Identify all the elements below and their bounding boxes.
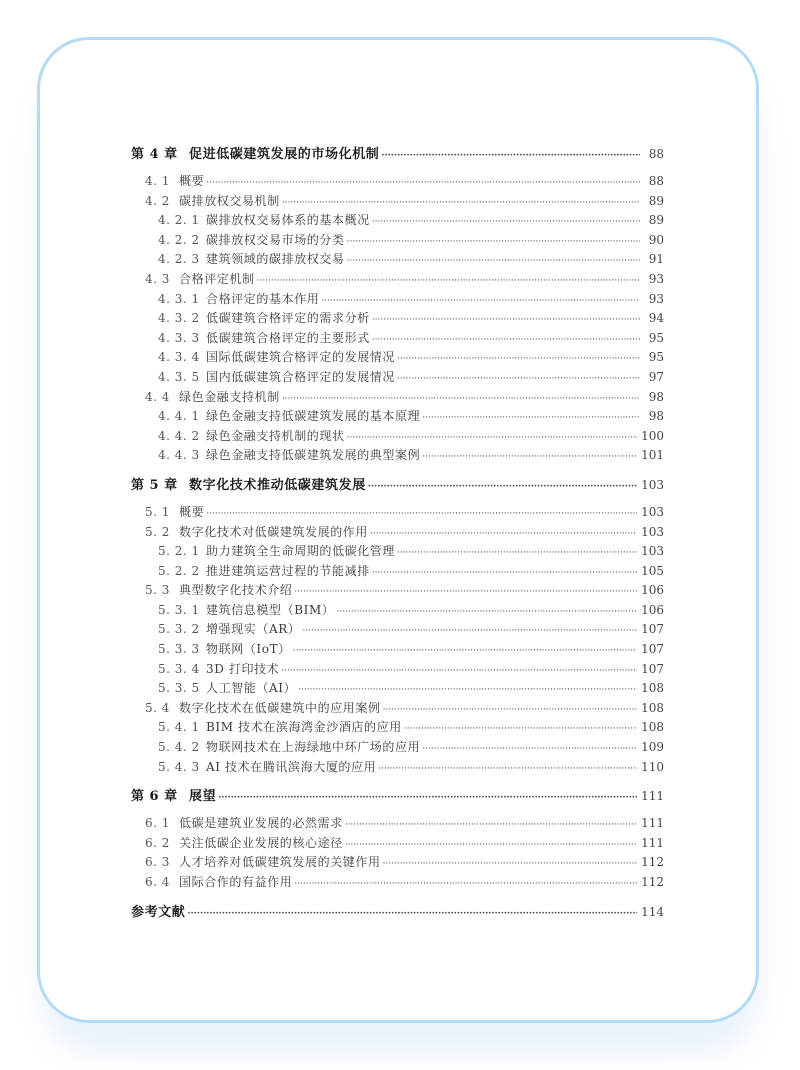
chapter-title: 促进低碳建筑发展的市场化机制 xyxy=(189,147,380,162)
entry-title: 关注低碳企业发展的核心途径 xyxy=(179,835,343,850)
entry-number: 5. 3. 1 xyxy=(158,602,200,617)
leader-dots xyxy=(404,720,637,740)
chapter-number: 第 6 章 xyxy=(131,789,178,805)
toc-entry[interactable] xyxy=(131,679,664,699)
toc-entry[interactable] xyxy=(131,329,664,349)
entry-number: 5. 3. 5 xyxy=(158,681,200,696)
entry-title: 绿色金融支持机制的现状 xyxy=(206,428,345,443)
leader-dots xyxy=(370,525,637,545)
entry-number: 5. 1 xyxy=(145,504,170,519)
entry-number: 4. 1 xyxy=(145,174,170,188)
leader-dots xyxy=(347,252,640,272)
leader-dots xyxy=(347,233,640,253)
page-number: 108 xyxy=(641,720,664,735)
page-number: 88 xyxy=(648,147,664,161)
toc-entry[interactable] xyxy=(131,446,664,466)
entry-title: 国际低碳建筑合格评定的发展情况 xyxy=(206,350,396,365)
entry-title: 建筑领域的碳排放权交易 xyxy=(206,252,345,267)
page-number: 114 xyxy=(641,904,664,919)
entry-title: 合格评定机制 xyxy=(179,271,255,286)
page-number: 90 xyxy=(648,232,664,247)
chapter-4-entries xyxy=(131,172,664,466)
toc-entry[interactable] xyxy=(131,270,664,290)
entry-title: 合格评定的基本作用 xyxy=(206,291,320,306)
entry-number: 4. 2. 2 xyxy=(158,232,200,247)
toc-entry[interactable] xyxy=(131,231,664,251)
page-number: 111 xyxy=(641,835,664,850)
chapter-title: 展望 xyxy=(189,789,217,805)
page-number: 107 xyxy=(641,622,664,637)
leader-dots xyxy=(372,311,640,331)
entry-number: 5. 4. 2 xyxy=(158,740,200,755)
leader-dots xyxy=(397,370,640,390)
page-number: 107 xyxy=(641,642,664,657)
entry-title: 建筑信息模型（BIM） xyxy=(206,602,335,617)
leader-dots xyxy=(372,331,640,351)
leader-dots xyxy=(281,662,637,682)
toc-entry[interactable] xyxy=(131,834,664,854)
page-number: 95 xyxy=(648,330,664,345)
page-number: 103 xyxy=(641,524,664,539)
entry-number: 4. 3. 4 xyxy=(158,350,200,365)
entry-number: 5. 3 xyxy=(145,583,170,598)
toc-entry[interactable] xyxy=(131,309,664,329)
entry-title: 数字化技术对低碳建筑发展的作用 xyxy=(179,524,369,539)
page-number: 98 xyxy=(648,389,664,404)
leader-dots xyxy=(378,760,637,780)
leader-dots xyxy=(383,701,637,721)
toc-entry[interactable] xyxy=(131,660,664,680)
leader-dots xyxy=(381,145,640,167)
toc-chapter-4[interactable] xyxy=(131,143,664,165)
page-number: 88 xyxy=(648,174,664,188)
page-number: 93 xyxy=(648,291,664,306)
references-title: 参考文献 xyxy=(131,904,186,920)
entry-title: 碳排放权交易机制 xyxy=(179,193,280,208)
entry-title: 碳排放权交易市场的分类 xyxy=(206,232,345,247)
leader-dots xyxy=(187,903,637,925)
toc-entry[interactable] xyxy=(131,814,664,834)
entry-number: 5. 4. 3 xyxy=(158,759,200,774)
entry-number: 5. 2. 1 xyxy=(158,544,200,559)
entry-title: 国内低碳建筑合格评定的发展情况 xyxy=(206,369,396,384)
toc-references[interactable] xyxy=(131,901,664,923)
entry-number: 6. 3 xyxy=(145,855,170,870)
leader-dots xyxy=(422,740,637,760)
toc-entry[interactable] xyxy=(131,211,664,231)
entry-title: 绿色金融支持低碳建筑发展的基本原理 xyxy=(206,409,421,424)
leader-dots xyxy=(293,642,637,662)
table-of-contents xyxy=(131,143,664,923)
entry-title: BIM 技术在滨海湾金沙酒店的应用 xyxy=(206,720,402,735)
toc-entry[interactable] xyxy=(131,172,664,192)
toc-entry[interactable] xyxy=(131,192,664,212)
page-number: 106 xyxy=(641,602,664,617)
toc-entry[interactable] xyxy=(131,407,664,427)
entry-title: 概要 xyxy=(179,504,205,519)
page-number: 98 xyxy=(648,409,664,424)
page-number: 100 xyxy=(641,428,664,443)
toc-entry[interactable] xyxy=(131,503,664,523)
toc-entry[interactable] xyxy=(131,699,664,719)
entry-number: 4. 4 xyxy=(145,389,170,404)
entry-number: 4. 4. 2 xyxy=(158,428,200,443)
leader-dots xyxy=(345,816,637,836)
page-number: 97 xyxy=(648,369,664,384)
entry-number: 5. 2 xyxy=(145,524,170,539)
entry-title: 低碳建筑合格评定的需求分析 xyxy=(206,311,370,326)
entry-number: 4. 3 xyxy=(145,271,170,286)
entry-title: 3D 打印技术 xyxy=(206,661,280,676)
page-number: 89 xyxy=(648,213,664,228)
entry-title: 概要 xyxy=(179,174,205,188)
toc-chapter-6[interactable] xyxy=(131,785,664,807)
page-number: 103 xyxy=(641,504,664,519)
leader-dots xyxy=(383,855,637,875)
entry-title: 绿色金融支持机制 xyxy=(179,389,280,404)
page-number: 101 xyxy=(641,448,664,463)
toc-entry[interactable] xyxy=(131,758,664,778)
page-number: 103 xyxy=(641,477,664,492)
toc-entry[interactable] xyxy=(131,562,664,582)
toc-entry[interactable] xyxy=(131,250,664,270)
page-number: 112 xyxy=(641,875,664,889)
page-number: 106 xyxy=(641,583,664,598)
chapter-5-entries xyxy=(131,503,664,777)
toc-entry[interactable] xyxy=(131,290,664,310)
toc-entry[interactable] xyxy=(131,718,664,738)
entry-title: 国际合作的有益作用 xyxy=(179,875,293,889)
page-number: 108 xyxy=(641,700,664,715)
entry-title: 人才培养对低碳建筑发展的关键作用 xyxy=(179,855,381,870)
entry-title: 数字化技术在低碳建筑中的应用案例 xyxy=(179,700,381,715)
entry-number: 4. 2. 3 xyxy=(158,252,200,267)
toc-chapter-5[interactable] xyxy=(131,474,664,496)
leader-dots xyxy=(218,787,637,809)
entry-number: 4. 3. 5 xyxy=(158,369,200,384)
entry-number: 4. 2. 1 xyxy=(158,213,200,228)
entry-number: 5. 3. 2 xyxy=(158,622,200,637)
toc-entry[interactable] xyxy=(131,388,664,408)
entry-title: 物联网技术在上海绿地中环广场的应用 xyxy=(206,740,421,755)
entry-number: 4. 3. 3 xyxy=(158,330,200,345)
entry-number: 4. 4. 1 xyxy=(158,409,200,424)
toc-entry[interactable] xyxy=(131,348,664,368)
leader-dots xyxy=(397,350,640,370)
entry-number: 6. 4 xyxy=(145,875,170,889)
entry-title: 绿色金融支持低碳建筑发展的典型案例 xyxy=(206,448,421,463)
page-number: 91 xyxy=(648,252,664,267)
entry-title: 低碳建筑合格评定的主要形式 xyxy=(206,330,370,345)
chapter-number: 第 5 章 xyxy=(131,477,178,493)
leader-dots xyxy=(372,213,640,233)
page-number: 112 xyxy=(641,855,664,870)
toc-entry[interactable] xyxy=(131,368,664,388)
page-number: 110 xyxy=(641,759,664,774)
page-number: 108 xyxy=(641,681,664,696)
entry-number: 4. 3. 2 xyxy=(158,311,200,326)
page-number: 105 xyxy=(641,563,664,578)
toc-entry[interactable] xyxy=(131,738,664,758)
leader-dots xyxy=(368,476,637,498)
entry-number: 5. 2. 2 xyxy=(158,563,200,578)
entry-title: 碳排放权交易体系的基本概况 xyxy=(206,213,370,228)
page-number: 94 xyxy=(648,311,664,326)
leader-dots xyxy=(336,603,637,623)
entry-title: 低碳是建筑业发展的必然需求 xyxy=(179,816,343,831)
toc-entry[interactable] xyxy=(131,620,664,640)
toc-entry[interactable] xyxy=(131,581,664,601)
page-number: 95 xyxy=(648,350,664,365)
page-number: 103 xyxy=(641,544,664,559)
leader-dots xyxy=(397,544,637,564)
toc-entry[interactable] xyxy=(131,542,664,562)
leader-dots xyxy=(294,583,637,603)
toc-entry[interactable] xyxy=(131,601,664,621)
entry-title: 人工智能（AI） xyxy=(206,681,297,696)
entry-number: 4. 2 xyxy=(145,193,170,208)
page-number: 89 xyxy=(648,193,664,208)
toc-entry[interactable] xyxy=(131,873,664,893)
entry-number: 6. 2 xyxy=(145,835,170,850)
page-number: 111 xyxy=(641,789,664,804)
page-number: 109 xyxy=(641,740,664,755)
entry-number: 5. 3. 4 xyxy=(158,661,200,676)
leader-dots xyxy=(345,836,637,856)
entry-number: 4. 3. 1 xyxy=(158,291,200,306)
chapter-6-entries xyxy=(131,814,664,892)
chapter-number: 第 4 章 xyxy=(131,147,178,162)
page-number: 107 xyxy=(641,661,664,676)
entry-title: 推进建筑运营过程的节能减排 xyxy=(206,563,370,578)
entry-title: AI 技术在腾讯滨海大厦的应用 xyxy=(206,759,377,774)
chapter-title: 数字化技术推动低碳建筑发展 xyxy=(189,477,366,493)
leader-dots xyxy=(372,564,637,584)
leader-dots xyxy=(422,409,640,429)
leader-dots xyxy=(422,448,637,468)
entry-number: 5. 3. 3 xyxy=(158,642,200,657)
entry-number: 4. 4. 3 xyxy=(158,448,200,463)
entry-number: 5. 4. 1 xyxy=(158,720,200,735)
entry-title: 典型数字化技术介绍 xyxy=(179,583,293,598)
leader-dots xyxy=(294,875,637,895)
entry-title: 助力建筑全生命周期的低碳化管理 xyxy=(206,544,396,559)
page-number: 111 xyxy=(641,816,664,831)
entry-title: 物联网（IoT） xyxy=(206,642,291,657)
leader-dots xyxy=(303,622,638,642)
entry-title: 增强现实（AR） xyxy=(206,622,301,637)
page-number: 93 xyxy=(648,271,664,286)
toc-entry[interactable] xyxy=(131,523,664,543)
toc-entry[interactable] xyxy=(131,853,664,873)
entry-number: 6. 1 xyxy=(145,816,170,831)
toc-entry[interactable] xyxy=(131,427,664,447)
toc-entry[interactable] xyxy=(131,640,664,660)
entry-number: 5. 4 xyxy=(145,700,170,715)
